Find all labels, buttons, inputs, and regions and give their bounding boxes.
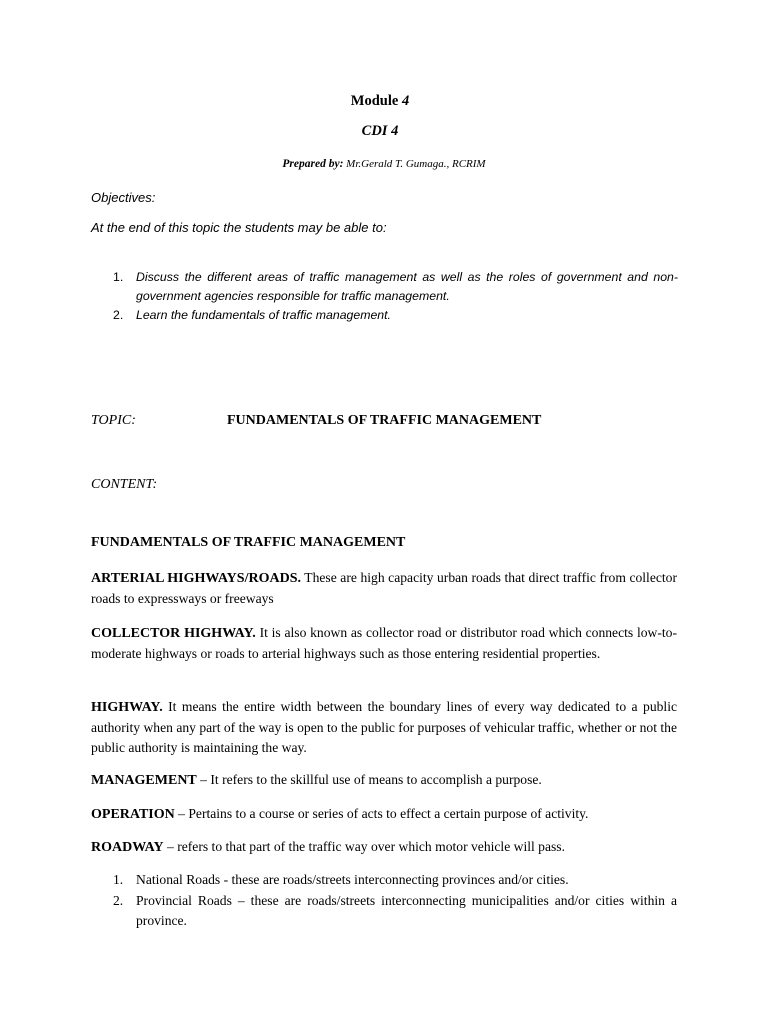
- objective-item: [113, 268, 678, 306]
- roadway-type-item: [113, 891, 677, 932]
- objective-number: 2.: [113, 308, 124, 322]
- prepared-by-line: [0, 158, 768, 170]
- definition-highway: [91, 697, 677, 758]
- topic-title: FUNDAMENTALS OF TRAFFIC MANAGEMENT: [227, 413, 542, 428]
- definition-term: HIGHWAY.: [91, 700, 163, 715]
- definition-arterial-highways: [91, 568, 677, 609]
- topic-label: TOPIC:: [91, 413, 136, 428]
- definition-roadway: [91, 837, 677, 858]
- module-number: 4: [401, 93, 410, 109]
- definition-text: These are high capacity urban roads that direct traffic from collector roads to expressways or freeways: [91, 570, 677, 606]
- definition-text: It means the entire width between the boundary lines of every way dedicated to a public authority when any part of the way is open to the public for purposes of vehicular traffic, whether or not the public authority is maintaining the way.: [91, 699, 677, 755]
- definition-term: OPERATION: [91, 807, 175, 822]
- roadway-type-text: National Roads - these are roads/streets interconnecting provinces and/or cities.: [136, 872, 569, 887]
- definition-term: ARTERIAL HIGHWAYS/ROADS.: [91, 571, 301, 586]
- prepared-by-name: Mr.Gerald T. Gumaga., RCRIM: [346, 158, 486, 170]
- definition-text: – refers to that part of the traffic way over which motor vehicle will pass.: [163, 839, 565, 854]
- definition-operation: [91, 804, 677, 825]
- definition-management: [91, 770, 677, 791]
- roadway-type-number: 2.: [113, 892, 124, 908]
- definition-text: – It refers to the skillful use of means to accomplish a purpose.: [196, 772, 542, 787]
- prepared-by-label: Prepared by:: [282, 158, 344, 170]
- objective-text: Learn the fundamentals of traffic management.: [136, 308, 391, 322]
- definition-collector-highway: [91, 623, 677, 664]
- objectives-list: [113, 268, 678, 325]
- roadway-type-number: 1.: [113, 872, 124, 887]
- objective-item: [113, 306, 678, 325]
- definition-term: MANAGEMENT: [91, 773, 197, 788]
- objective-number: 1.: [113, 270, 124, 284]
- objectives-heading: Objectives:: [91, 190, 156, 205]
- definition-text: It is also known as collector road or distributor road which connects low-to-moderate highways or roads to arterial highways such as those entering residential properties.: [91, 625, 677, 661]
- objectives-intro: At the end of this topic the students may be able to:: [91, 220, 387, 235]
- module-word: Module: [350, 93, 399, 109]
- content-label: CONTENT:: [91, 477, 158, 492]
- roadway-types-list: [113, 870, 677, 932]
- course-code: CDI 4: [361, 123, 399, 139]
- section-heading: FUNDAMENTALS OF TRAFFIC MANAGEMENT: [91, 535, 406, 550]
- module-title: [0, 93, 760, 110]
- definition-text: – Pertains to a course or series of acts to effect a certain purpose of activity.: [174, 806, 589, 821]
- roadway-type-item: [113, 870, 677, 891]
- definition-term: COLLECTOR HIGHWAY.: [91, 626, 256, 641]
- definition-term: ROADWAY: [91, 840, 164, 855]
- roadway-type-text: Provincial Roads – these are roads/streets interconnecting municipalities and/or cities within a province.: [136, 892, 677, 928]
- objective-text: Discuss the different areas of traffic management as well as the roles of government and non-government agencies responsible for traffic management.: [136, 270, 678, 303]
